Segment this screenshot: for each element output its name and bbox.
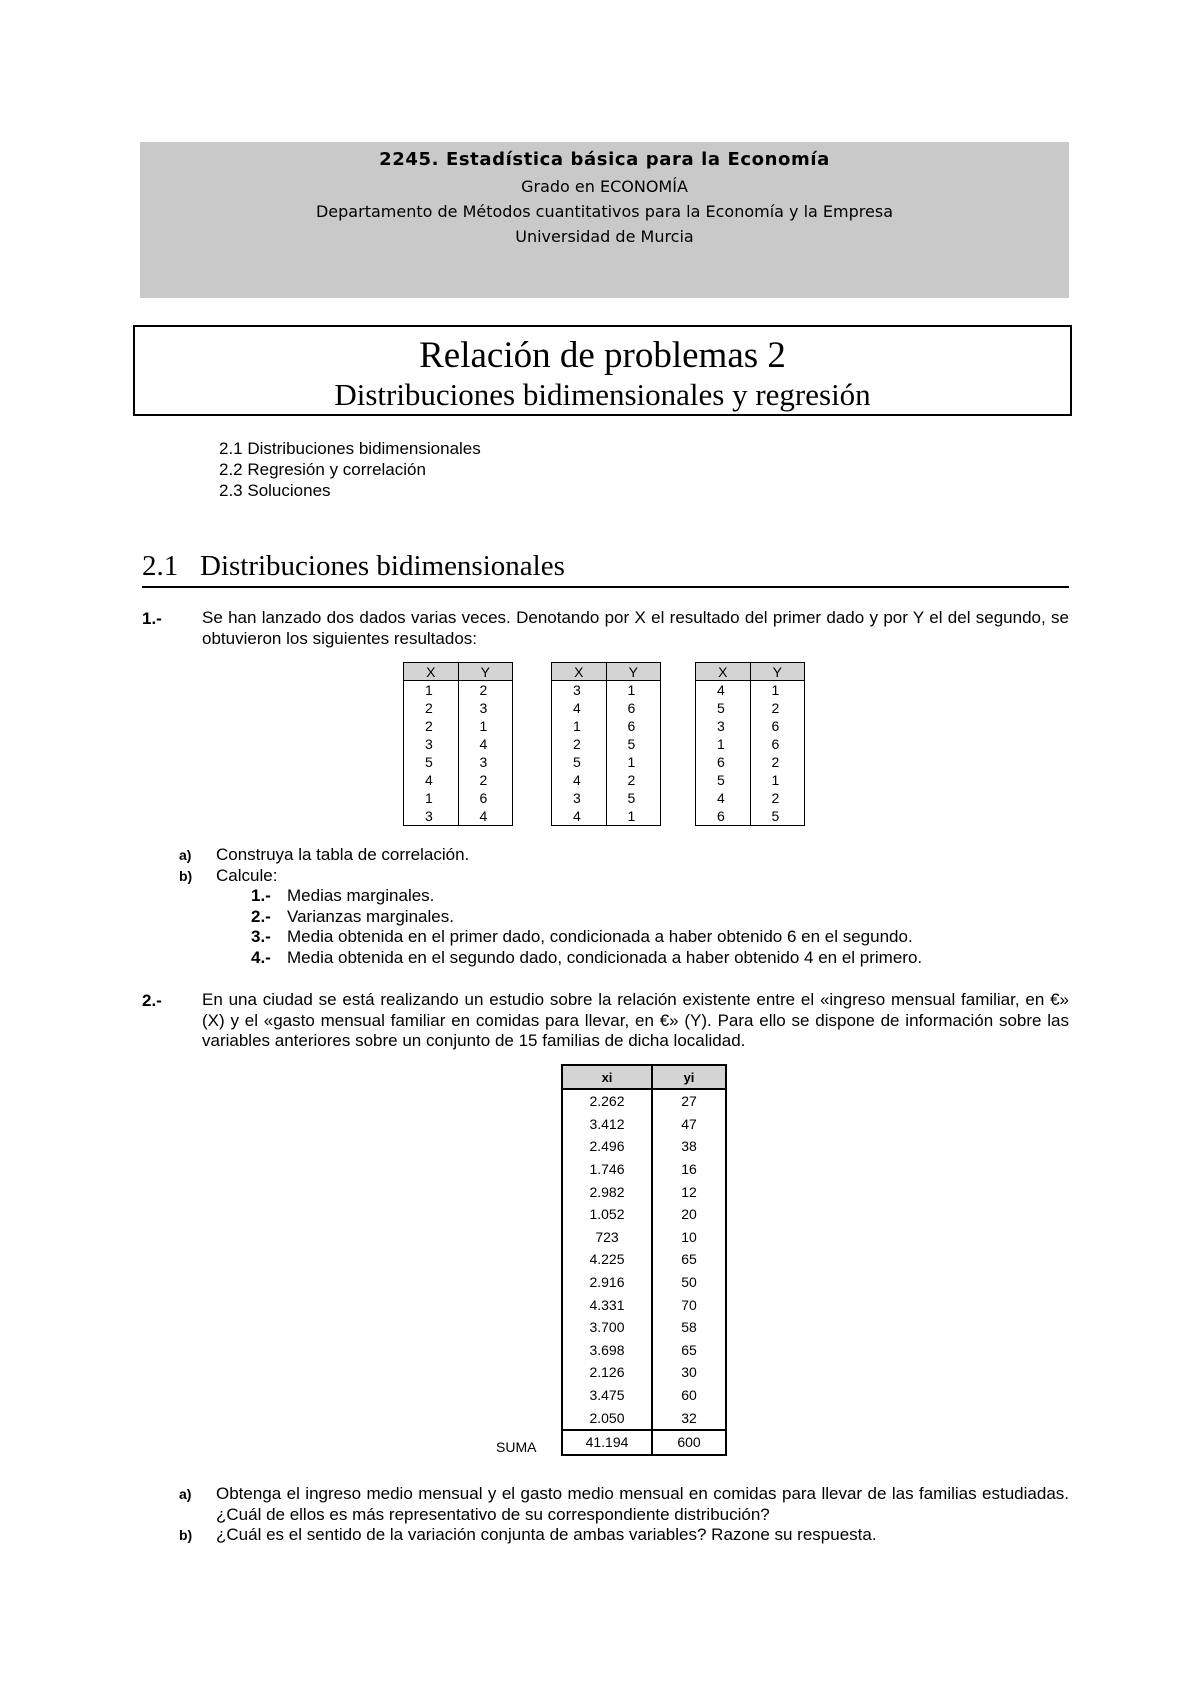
cell: 3: [552, 681, 607, 700]
cell: 1: [696, 735, 751, 753]
cell: 2: [552, 735, 607, 753]
cell: 3: [552, 789, 607, 807]
subitem-label: 2.-: [251, 906, 271, 926]
course-header: [140, 142, 1069, 298]
cell: 4: [458, 735, 513, 753]
department: Departamento de Métodos cuantitativos para la Economía y la Empresa: [315, 202, 893, 221]
section-number: 2.1: [142, 550, 179, 582]
document-subtitle: Distribuciones bidimensionales y regresión: [334, 377, 871, 412]
table-header: Y: [606, 663, 661, 681]
cell: 2.050: [562, 1406, 652, 1430]
problem1-subquestions: [179, 845, 1069, 968]
table-row: [696, 753, 805, 771]
cell: 32: [652, 1406, 726, 1430]
cell: 2: [606, 771, 661, 789]
cell: 5: [404, 753, 459, 771]
table-row: [562, 1203, 726, 1226]
subitem-text: Media obtenida en el segundo dado, condicionada a haber obtenido 4 en el primero.: [287, 947, 923, 967]
subquestion-text: Calcule:: [216, 865, 278, 885]
section-heading: [142, 548, 1069, 588]
cell: 6: [696, 753, 751, 771]
cell: 6: [696, 807, 751, 826]
cell: 1: [606, 681, 661, 700]
table-row: [696, 771, 805, 789]
table-row: [552, 681, 661, 700]
table-row: [404, 771, 513, 789]
table-row: [562, 1158, 726, 1181]
cell: 50: [652, 1271, 726, 1294]
table-row: [696, 699, 805, 717]
document-title-box: [133, 325, 1072, 416]
cell: 20: [652, 1203, 726, 1226]
sum-label: SUMA: [496, 1439, 537, 1455]
cell: 27: [652, 1089, 726, 1113]
cell: 5: [606, 735, 661, 753]
cell: 4.225: [562, 1248, 652, 1271]
cell: 1: [404, 681, 459, 700]
cell: 65: [652, 1339, 726, 1362]
cell: 2: [750, 789, 805, 807]
university: Universidad de Murcia: [515, 227, 694, 246]
problem-text: Se han lanzado dos dados varias veces. Denotando por X el resultado del primer dado y por Y el del segundo, se obtuvieron los siguientes resultados:: [202, 608, 1069, 648]
cell: 10: [652, 1226, 726, 1249]
subitem-label: 3.-: [251, 927, 271, 946]
cell: 2.262: [562, 1089, 652, 1113]
cell: 2: [458, 681, 513, 700]
table-row: [562, 1384, 726, 1407]
cell: 6: [606, 699, 661, 717]
problem2-subquestions: [179, 1484, 1069, 1546]
subquestion-text: Construya la tabla de correlación.: [216, 845, 470, 864]
cell: 2: [458, 771, 513, 789]
subitem-label: 4.-: [251, 947, 271, 967]
subquestion-text: ¿Cuál es el sentido de la variación conjunta de ambas variables? Razone su respuesta.: [216, 1525, 877, 1544]
cell: 4: [696, 681, 751, 700]
cell: 2: [404, 717, 459, 735]
table-row: [562, 1316, 726, 1339]
table-row: [562, 1135, 726, 1158]
cell: 4: [552, 699, 607, 717]
cell: 4.331: [562, 1293, 652, 1316]
cell: 60: [652, 1384, 726, 1407]
table-row: [696, 789, 805, 807]
table-header: Y: [750, 663, 805, 681]
subitem: [179, 907, 1069, 928]
subitem: [179, 927, 1069, 948]
cell: 30: [652, 1361, 726, 1384]
subquestion-label: b): [179, 867, 193, 884]
cell: 4: [552, 771, 607, 789]
cell: 5: [750, 807, 805, 826]
table-row: [552, 717, 661, 735]
cell: 65: [652, 1248, 726, 1271]
cell: 12: [652, 1180, 726, 1203]
cell: 70: [652, 1293, 726, 1316]
subitem-text: Medias marginales.: [287, 886, 435, 905]
table-row: [696, 735, 805, 753]
table-row: [404, 681, 513, 700]
cell: 4: [552, 807, 607, 826]
cell: 2: [750, 699, 805, 717]
degree: Grado en ECONOMÍA: [521, 177, 688, 196]
table-row: [562, 1361, 726, 1384]
table-row: [562, 1089, 726, 1113]
cell: 38: [652, 1135, 726, 1158]
subquestion: [179, 845, 1069, 866]
table-row: [562, 1248, 726, 1271]
sum-x: 41.194: [562, 1430, 652, 1455]
problem-number: 2.-: [142, 991, 162, 1010]
cell: 3.700: [562, 1316, 652, 1339]
cell: 4: [696, 789, 751, 807]
table-header: X: [552, 663, 607, 681]
cell: 1: [750, 771, 805, 789]
subquestion-text: Obtenga el ingreso medio mensual y el gasto medio mensual en comidas para llevar de las familias estudiadas. ¿Cuál de ellos es más representativo de su correspondiente distribución?: [216, 1484, 1069, 1524]
cell: 3: [696, 717, 751, 735]
dice-table: [695, 662, 805, 826]
problem-text: En una ciudad se está realizando un estudio sobre la relación existente entre el «ingreso mensual familiar, en €» (X) y el «gasto mensual familiar en comidas para llevar, en €» (Y). Para ello se dispone de información sobre las variables anteriores sobre un conjunto de 15 familias de dicha localidad.: [202, 990, 1069, 1050]
cell: 4: [458, 807, 513, 826]
cell: 5: [552, 753, 607, 771]
xi-header: xi: [562, 1065, 652, 1089]
cell: 3: [404, 735, 459, 753]
cell: 3.412: [562, 1113, 652, 1136]
yi-header: yi: [652, 1065, 726, 1089]
subquestion-label: a): [179, 1486, 192, 1502]
table-row: [404, 789, 513, 807]
cell: 6: [458, 789, 513, 807]
table-header: X: [696, 663, 751, 681]
cell: 3: [458, 699, 513, 717]
toc-item: 2.1 Distribuciones bidimensionales: [219, 439, 481, 458]
subquestion: [179, 1484, 1069, 1525]
table-row: [562, 1271, 726, 1294]
subitem: [179, 948, 1069, 969]
cell: 2: [404, 699, 459, 717]
table-row: [404, 807, 513, 826]
cell: 2.126: [562, 1361, 652, 1384]
table-row: [562, 1406, 726, 1430]
document-title: Relación de problemas 2: [419, 335, 786, 376]
cell: 2.916: [562, 1271, 652, 1294]
section-title: Distribuciones bidimensionales: [200, 550, 565, 582]
cell: 2.496: [562, 1135, 652, 1158]
cell: 16: [652, 1158, 726, 1181]
course-title: 2245. Estadística básica para la Economía: [379, 149, 830, 170]
cell: 6: [750, 717, 805, 735]
toc-item: 2.2 Regresión y correlación: [219, 460, 426, 479]
table-of-contents: [219, 438, 481, 501]
cell: 1: [750, 681, 805, 700]
table-header: Y: [458, 663, 513, 681]
table-row: [404, 753, 513, 771]
table-row: [696, 681, 805, 700]
sum-y: 600: [652, 1430, 726, 1455]
table-row: [562, 1226, 726, 1249]
dice-table: [403, 662, 513, 826]
subitem: [179, 886, 1069, 907]
table-row: [552, 771, 661, 789]
sum-row: [562, 1430, 726, 1455]
cell: 3.475: [562, 1384, 652, 1407]
table-row: [552, 753, 661, 771]
cell: 2.982: [562, 1180, 652, 1203]
cell: 1.052: [562, 1203, 652, 1226]
subitem-text: Media obtenida en el primer dado, condicionada a haber obtenido 6 en el segundo.: [287, 927, 913, 946]
cell: 4: [404, 771, 459, 789]
subquestion: [179, 866, 1069, 887]
table-row: [696, 807, 805, 826]
cell: 3: [458, 753, 513, 771]
cell: 3: [404, 807, 459, 826]
subquestion-label: a): [179, 847, 192, 863]
table-row: [562, 1180, 726, 1203]
cell: 1.746: [562, 1158, 652, 1181]
table-row: [552, 789, 661, 807]
table-row: [552, 735, 661, 753]
table-row: [562, 1293, 726, 1316]
problem-number: 1.-: [142, 609, 162, 628]
cell: 2: [750, 753, 805, 771]
cell: 1: [552, 717, 607, 735]
cell: 47: [652, 1113, 726, 1136]
table-header: X: [404, 663, 459, 681]
cell: 6: [606, 717, 661, 735]
subquestion: [179, 1525, 1069, 1546]
table-row: [404, 699, 513, 717]
table-row: [404, 717, 513, 735]
income-table: [561, 1064, 727, 1456]
cell: 58: [652, 1316, 726, 1339]
cell: 1: [404, 789, 459, 807]
cell: 5: [606, 789, 661, 807]
subitem-text: Varianzas marginales.: [287, 906, 454, 926]
cell: 5: [696, 771, 751, 789]
cell: 1: [606, 753, 661, 771]
table-row: [696, 717, 805, 735]
table-row: [562, 1113, 726, 1136]
cell: 5: [696, 699, 751, 717]
subquestion-label: b): [179, 1527, 193, 1543]
cell: 1: [606, 807, 661, 826]
table-row: [552, 699, 661, 717]
cell: 3.698: [562, 1339, 652, 1362]
cell: 723: [562, 1226, 652, 1249]
table-row: [404, 735, 513, 753]
cell: 6: [750, 735, 805, 753]
table-row: [562, 1339, 726, 1362]
table-row: [552, 807, 661, 826]
toc-item: 2.3 Soluciones: [219, 481, 331, 500]
cell: 1: [458, 717, 513, 735]
dice-table: [551, 662, 661, 826]
subitem-label: 1.-: [251, 886, 271, 905]
